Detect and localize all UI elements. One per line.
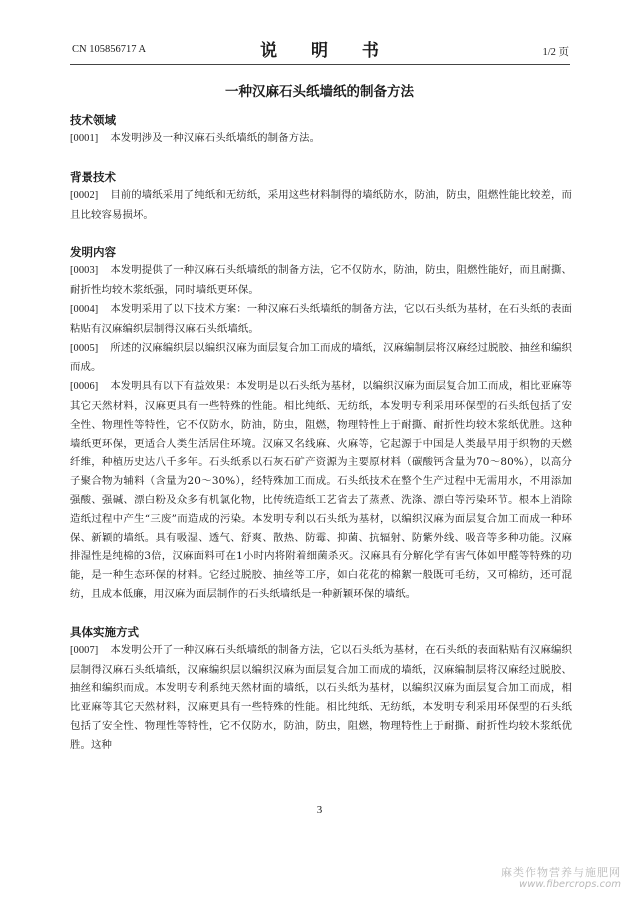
paragraph-text: 所述的汉麻编织层以编织汉麻为面层复合加工而成的墙纸，汉麻编制层将汉麻经过脱胶、抽丝和编织而成。 — [70, 341, 572, 374]
section-background — [70, 169, 572, 225]
document-body — [70, 112, 572, 755]
paragraph-text: 本发明涉及一种汉麻石头纸墙纸的制备方法。 — [110, 132, 321, 144]
paragraph — [70, 641, 572, 755]
section-embodiment — [70, 624, 572, 755]
paragraph-number: [0003] — [70, 265, 99, 277]
section-heading: 背景技术 — [70, 169, 116, 184]
document-title: 一种汉麻石头纸墙纸的制备方法 — [225, 84, 414, 100]
section-summary — [70, 244, 572, 603]
paragraph-text: 本发明具有以下有益效果：本发明是以石头纸为基材，以编织汉麻为面层复合加工而成，相比亚麻等其它天然材料，汉麻更具有一些特殊的性能。相比纯纸、无纺纸，本发明专利采用环保型的石头纸包括了安全性、物理性等特性，它不仅防水，防油，防虫，阻燃，物理特性上于耐撕、耐折性均较木浆纸优胜。这种墙纸更环保，更适合人类生活居住环境。汉麻又名线麻、火麻等，它起源于中国是人类最早用于织物的天燃纤维，种植历史达八千多年。石头纸系以石灰石矿产资源为主要原材料（碳酸钙含量为70～80%），以高分子聚合物为辅料（含量为20～30%），经特殊加工而成。石头纸技术在整个生产过程中无需用水，不用添加强酸、强碱、漂白粉及众多有机氯化物，比传统造纸工艺省去了蒸煮、洗涤、漂白等污染环节。根本上消除造纸过程中产生“三废”而造成的污染。本发明专利以石头纸为基材，以编织汉麻为面层复合加工而成一种环保、新颖的墙纸。具有吸湿、透气、舒爽、散热、防霉、抑菌、抗辐射、防紫外线、吸音等多种功能。汉麻排湿性是纯棉的3倍，汉麻面料可在1小时内将附着细菌杀灭。汉麻具有分解化学有害气体如甲醛等特殊的功能，是一种生态环保的材料。它经过脱胶、抽丝等工序，如白花花的棉絮一般既可毛纺，又可棉纺，还可混纺，且成本低廉，用汉麻为面层制作的石头纸墙纸是一种新颖环保的墙纸。 — [70, 380, 572, 600]
section-heading: 发明内容 — [70, 245, 116, 260]
watermark — [501, 866, 621, 891]
page-number: 3 — [316, 804, 323, 816]
paragraph — [70, 129, 572, 149]
paragraph-number: [0005] — [70, 342, 99, 354]
header-rule — [70, 64, 570, 65]
paragraph — [70, 186, 572, 225]
paragraph — [70, 339, 572, 378]
page-header — [0, 36, 639, 66]
paragraph-number: [0001] — [70, 133, 99, 144]
paragraph-number: [0006] — [70, 381, 99, 393]
paragraph — [70, 377, 572, 604]
watermark-url: www.fibercrops.com — [519, 879, 621, 890]
paragraph-number: [0002] — [70, 189, 99, 201]
page-indicator: 1/2 页 — [542, 47, 569, 58]
paragraph-number: [0004] — [70, 303, 99, 315]
section-heading: 技术领域 — [70, 113, 116, 127]
patent-number: CN 105856717 A — [72, 44, 147, 55]
section-heading: 具体实施方式 — [70, 624, 139, 639]
paragraph-text: 目前的墙纸采用了纯纸和无纺纸，采用这些材料制得的墙纸防水，防油，防虫，阻燃性能比较差，而且比较容易损坏。 — [70, 188, 572, 221]
paragraph-text: 本发明提供了一种汉麻石头纸墙纸的制备方法，它不仅防水，防油，防虫，阻燃性能好，而且耐撕、耐折性均较木浆纸强，同时墙纸更环保。 — [70, 264, 572, 297]
section-technical-field — [70, 112, 572, 149]
paragraph-text: 本发明采用了以下技术方案：一种汉麻石头纸墙纸的制备方法，它以石头纸为基材，在石头纸的表面粘贴有汉麻编织层制得汉麻石头纸墙纸。 — [70, 302, 572, 335]
paragraph — [70, 261, 572, 300]
paragraph-number: [0007] — [70, 644, 99, 656]
doc-type-title: 说 明 书 — [260, 41, 393, 61]
paragraph — [70, 300, 572, 339]
watermark-site-name: 麻类作物营养与施肥网 — [501, 866, 621, 879]
paragraph-text: 本发明公开了一种汉麻石头纸墙纸的制备方法，它以石头纸为基材，在石头纸的表面粘贴有汉麻编织层制得汉麻石头纸墙纸，汉麻编织层以编织汉麻为面层复合加工而成的墙纸，汉麻编制层将汉麻经过脱胶、抽丝和编织而成。本发明专利系纯天然材面的墙纸，以石头纸为基材，以编织汉麻为面层复合加工而成，相比亚麻等其它天然材料，汉麻更具有一些特殊的性能。相比纯纸、无纺纸，本发明专利采用环保型的石头纸包括了安全性、物理性等特性，它不仅防水，防油，防虫，阻燃，物理特性上于耐撕、耐折性均较木浆纸优胜。这种 — [70, 643, 572, 751]
